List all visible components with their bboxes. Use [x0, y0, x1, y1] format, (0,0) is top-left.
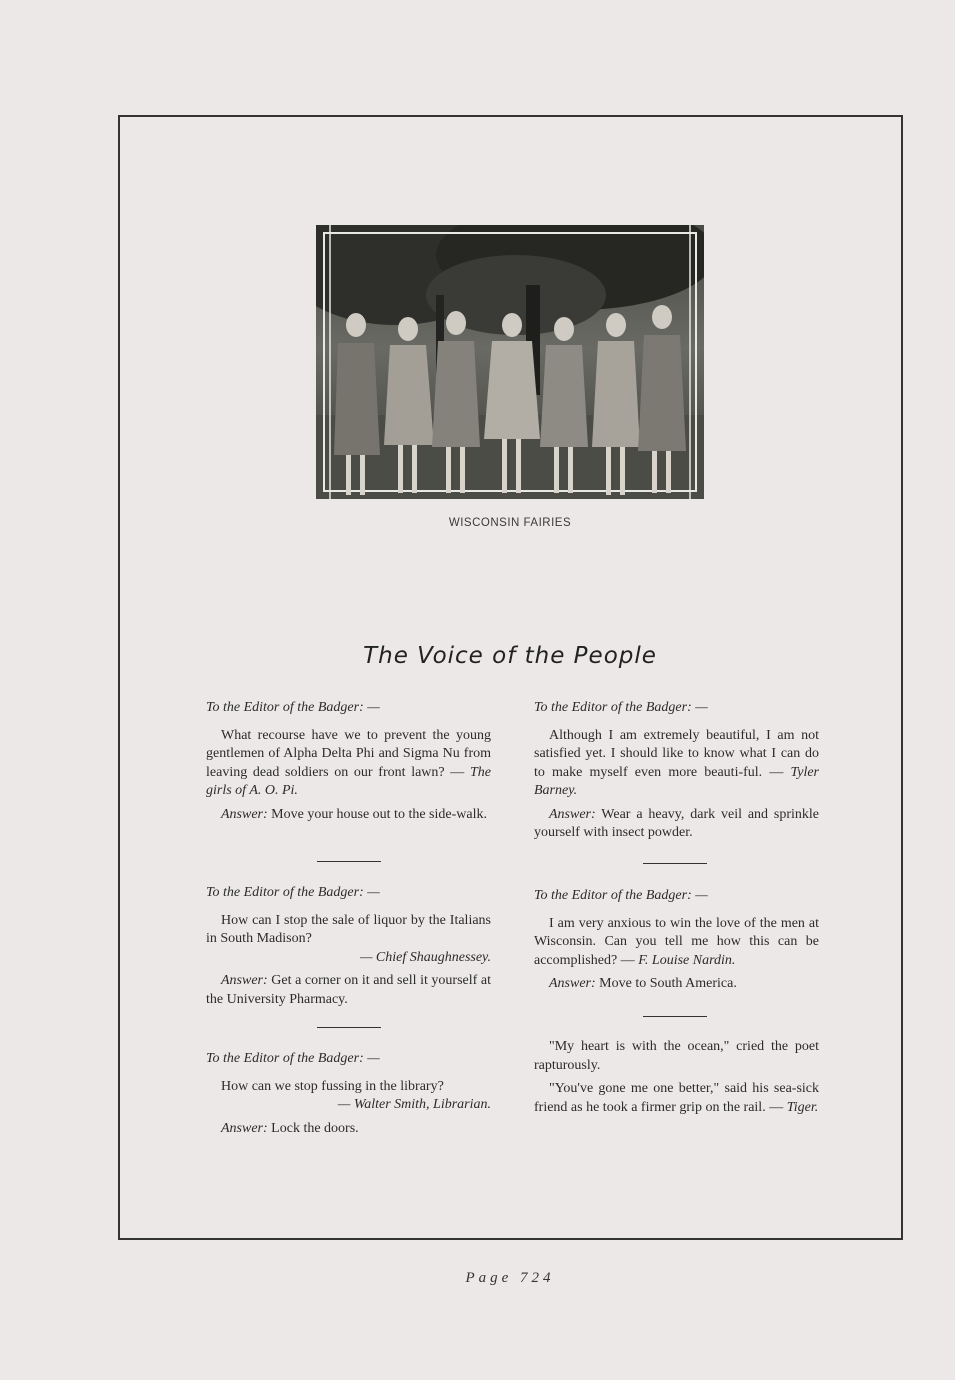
fairies-photo [316, 225, 704, 499]
letter-question: Although I am extremely beautiful, I am not satisfied yet. I should like to know what I can do to make myself even more beauti-ful. — Tyler Barney. [534, 727, 819, 798]
answer-label: Answer: [549, 976, 596, 991]
letter-2 [206, 884, 491, 1014]
letter-salutation: To the Editor of the Badger: — [206, 1051, 380, 1066]
letter-answer: Answer: Get a corner on it and sell it yourself at the University Pharmacy. [206, 973, 492, 1007]
letter-signature: F. Louise Nardin. [638, 952, 736, 968]
photo-caption: WISCONSIN FAIRIES [448, 517, 572, 529]
answer-label: Answer: [549, 806, 596, 822]
letter-question: I am very anxious to win the love of the men at Wisconsin. Can you tell me how this can be accomplished? — F. Louise Nardin. [534, 915, 819, 968]
section-divider [317, 861, 381, 862]
answer-label: Answer: [221, 1120, 268, 1136]
letter-1 [206, 699, 491, 829]
letter-salutation: To the Editor of the Badger: — [534, 700, 708, 715]
page-number: Page 724 [465, 1270, 555, 1286]
joke-line-1: "My heart is with the ocean," cried the poet rapturously. [534, 1039, 819, 1073]
section-divider [643, 1016, 707, 1017]
joke [534, 1038, 819, 1122]
letter-answer: Answer: Move your house out to the side-walk. [221, 806, 487, 822]
photo-image [316, 225, 704, 499]
letter-signature: Tyler Barney. [534, 764, 819, 798]
letter-answer: Answer: Wear a heavy, dark veil and sprinkle yourself with insect powder. [534, 806, 819, 840]
letter-signature: — Walter Smith, Librarian. [337, 1097, 491, 1112]
letter-question: How can we stop fussing in the library? [221, 1078, 444, 1094]
answer-label: Answer: [221, 806, 268, 822]
letter-5 [534, 887, 819, 999]
section-divider [643, 863, 707, 864]
letter-signature: — Chief Shaughnessey. [359, 949, 491, 965]
letter-salutation: To the Editor of the Badger: — [534, 888, 708, 903]
letter-salutation: To the Editor of the Badger: — [206, 885, 380, 900]
letter-answer: Answer: Lock the doors. [221, 1120, 359, 1136]
letter-signature: The girls of A. O. Pi. [206, 764, 491, 798]
letter-4 [534, 699, 819, 848]
section-divider [317, 1027, 381, 1028]
article-title: The Voice of the People [363, 643, 657, 669]
letter-salutation: To the Editor of the Badger: — [206, 700, 380, 715]
joke-signature: Tiger. [786, 1099, 819, 1115]
letter-3 [206, 1050, 491, 1143]
joke-line-2: "You've gone me one better," said his sea-sick friend as he took a firmer grip on the rail. — Tiger. [534, 1081, 819, 1115]
letter-question: How can I stop the sale of liquor by the Italians in South Madison? [206, 912, 491, 946]
answer-label: Answer: [221, 973, 268, 988]
letter-question: What recourse have we to prevent the young gentlemen of Alpha Delta Phi and Sigma Nu from leaving dead soldiers on our front lawn? — The girls of A. O. Pi. [206, 727, 491, 798]
letter-answer: Answer: Move to South America. [549, 976, 737, 991]
